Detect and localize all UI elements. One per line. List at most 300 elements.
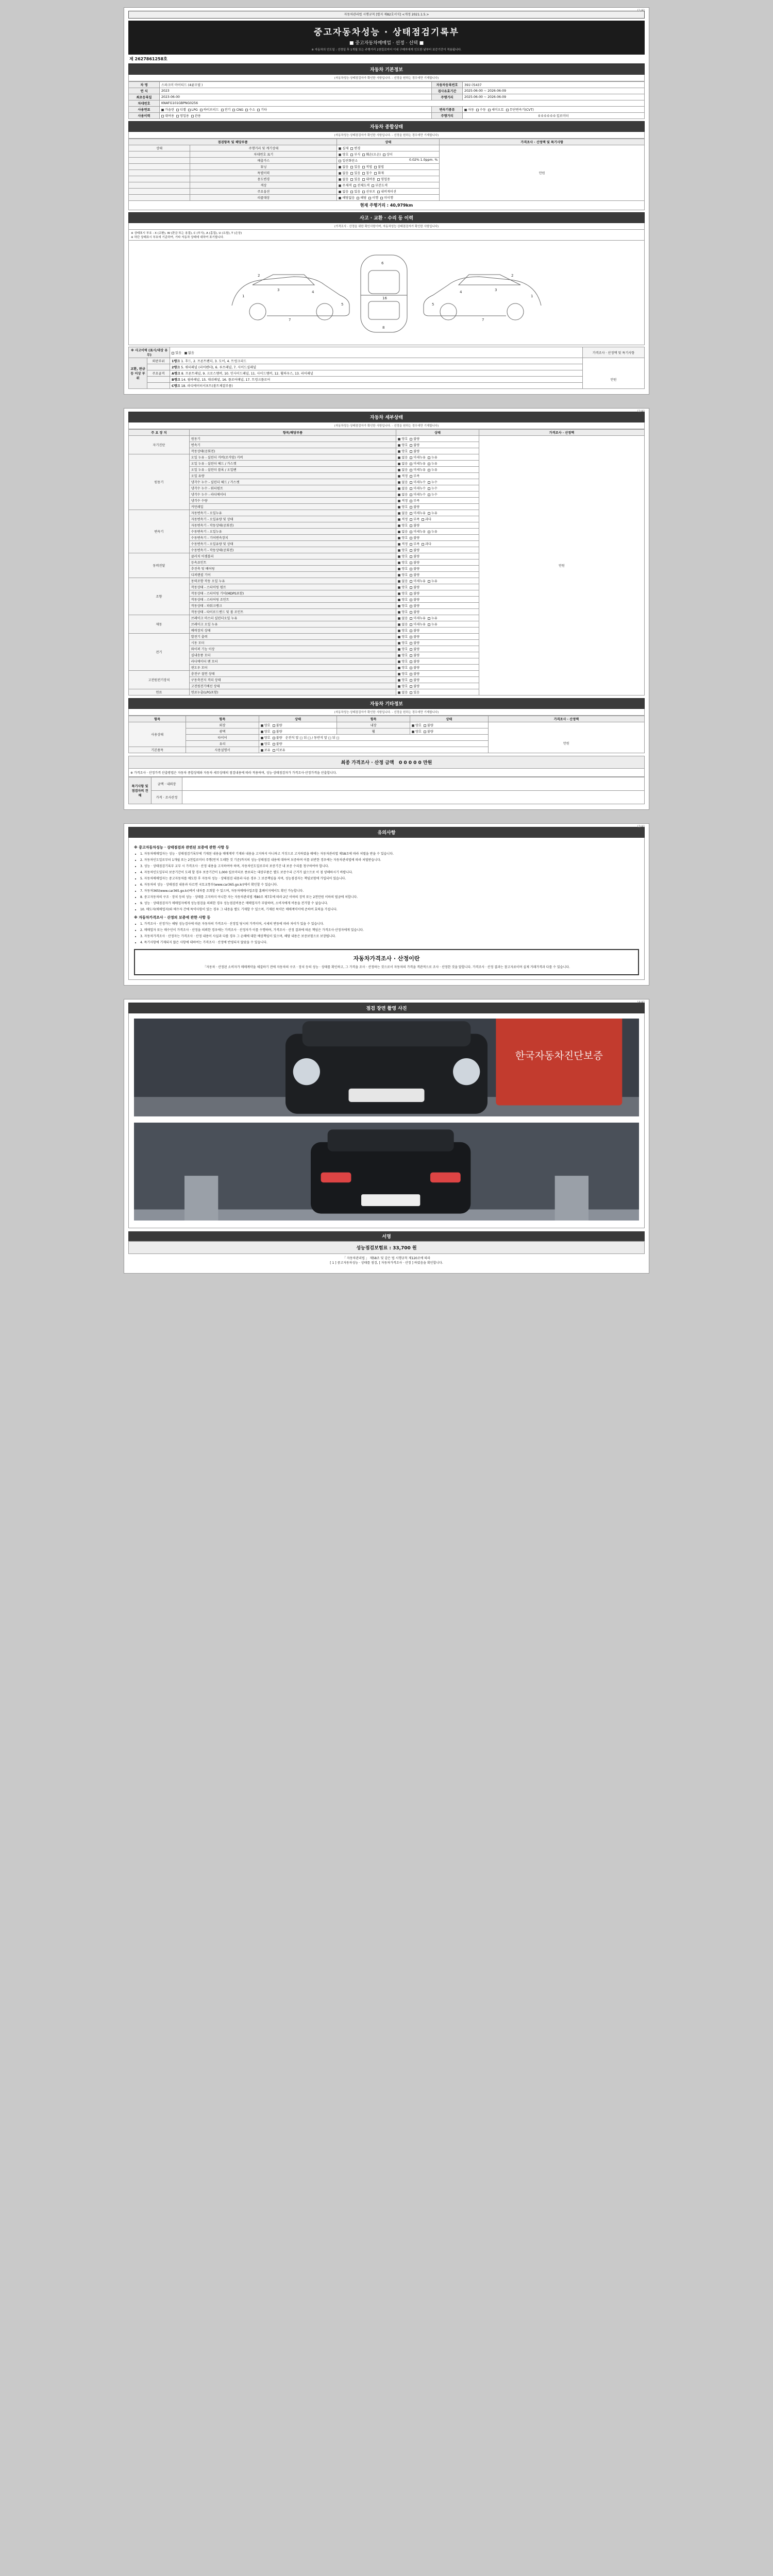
checkbox-불량[interactable] bbox=[410, 524, 412, 527]
checkbox-불량[interactable] bbox=[410, 679, 412, 682]
item-options[interactable] bbox=[396, 510, 479, 516]
item-options[interactable] bbox=[396, 516, 479, 522]
checkbox-있음[interactable] bbox=[410, 691, 412, 694]
checkbox-vin-different[interactable] bbox=[383, 154, 385, 156]
checkbox-미세누유[interactable] bbox=[410, 580, 412, 583]
item-options[interactable] bbox=[396, 535, 479, 541]
checkbox-tuning-legal[interactable] bbox=[362, 166, 365, 168]
checkbox-양호[interactable] bbox=[398, 648, 400, 651]
item-options[interactable] bbox=[396, 628, 479, 634]
checkbox-usechange-rental[interactable] bbox=[362, 178, 365, 181]
row-label: 차 명 bbox=[129, 82, 160, 88]
item-name: 사용설명서 bbox=[186, 747, 259, 753]
group-label bbox=[129, 164, 190, 170]
option-label: 불량 bbox=[427, 730, 433, 734]
item-options[interactable] bbox=[396, 461, 479, 467]
checkbox-양호[interactable] bbox=[398, 630, 400, 632]
checkbox-tire-bad[interactable] bbox=[273, 737, 275, 739]
option-label: 기타 bbox=[261, 108, 267, 112]
item-options[interactable] bbox=[396, 652, 479, 658]
checkbox-option-nav[interactable] bbox=[377, 191, 380, 193]
notice-heading-1: ※ 중고자동차성능 · 상태점검과 관련된 보증에 관한 사항 등 bbox=[134, 845, 229, 850]
checkbox-미세누수[interactable] bbox=[410, 494, 412, 496]
item-options[interactable] bbox=[396, 683, 479, 689]
item-options[interactable] bbox=[396, 597, 479, 603]
checkbox-미세누유[interactable] bbox=[410, 617, 412, 620]
checkbox-recall-notdone[interactable] bbox=[380, 197, 383, 199]
checkbox-누유[interactable] bbox=[428, 456, 430, 459]
checkbox-color-partial-paint[interactable] bbox=[372, 184, 374, 187]
part-rank-value bbox=[170, 364, 583, 370]
item-options[interactable] bbox=[396, 609, 479, 615]
checkbox-없음[interactable] bbox=[398, 691, 400, 694]
checkbox-누유[interactable] bbox=[428, 469, 430, 471]
checkbox-tire-good[interactable] bbox=[261, 737, 263, 739]
checkbox-trans-auto[interactable] bbox=[464, 109, 467, 111]
checkbox-적정[interactable] bbox=[398, 543, 400, 546]
checkbox-manual-none[interactable] bbox=[273, 749, 275, 752]
basic-info-table bbox=[128, 81, 645, 119]
current-mileage-display: 현재 주행거리 : 40,979km bbox=[128, 201, 645, 210]
checkbox-양호[interactable] bbox=[398, 599, 400, 601]
checkbox-tuning-yes[interactable] bbox=[350, 166, 353, 168]
checkbox-양호[interactable] bbox=[398, 562, 400, 564]
tire-options[interactable] bbox=[259, 735, 488, 741]
checkbox-exterior-good[interactable] bbox=[261, 724, 263, 727]
checkbox-없음[interactable] bbox=[398, 469, 400, 471]
checkbox-없음[interactable] bbox=[398, 487, 400, 490]
item-options[interactable] bbox=[396, 566, 479, 572]
option-label: 부족 bbox=[413, 499, 422, 503]
checkbox-양호[interactable] bbox=[398, 642, 400, 645]
option-label: 있음 bbox=[354, 178, 361, 181]
inspection-photo-front bbox=[134, 1019, 639, 1116]
photo-front-graphic bbox=[134, 1019, 639, 1116]
item-options[interactable] bbox=[396, 485, 479, 492]
checkbox-불량[interactable] bbox=[410, 450, 412, 453]
item-options[interactable] bbox=[396, 541, 479, 547]
checkbox-양호[interactable] bbox=[398, 568, 400, 570]
checkbox-없음[interactable] bbox=[398, 623, 400, 626]
checkbox-불량[interactable] bbox=[410, 537, 412, 539]
item-options[interactable] bbox=[396, 492, 479, 498]
checkbox-양호[interactable] bbox=[398, 524, 400, 527]
option-label: 누수 bbox=[431, 493, 440, 497]
checkbox-불량[interactable] bbox=[410, 685, 412, 688]
checkbox-vin-corrosion[interactable] bbox=[350, 154, 353, 156]
accident-parts-table bbox=[128, 347, 645, 389]
checkbox-fuel-hydrogen[interactable] bbox=[245, 109, 248, 111]
checkbox-누유[interactable] bbox=[428, 580, 430, 583]
row-value: 스파크미 마이티드 (4륜모델 ) bbox=[160, 82, 432, 88]
item-options[interactable] bbox=[396, 560, 479, 566]
item-options[interactable] bbox=[337, 182, 440, 189]
option-label: 양호 bbox=[401, 586, 410, 589]
checkbox-wheel-bad[interactable] bbox=[424, 731, 426, 733]
item-name: 실내송풍 모터 bbox=[189, 652, 396, 658]
checkbox-special-none[interactable] bbox=[339, 172, 341, 175]
device-group-label: 연료 bbox=[129, 689, 190, 696]
checkbox-양호[interactable] bbox=[398, 450, 400, 453]
option-label: 있음 bbox=[175, 351, 181, 355]
checkbox-불량[interactable] bbox=[410, 654, 412, 657]
checkbox-usage-gov[interactable] bbox=[191, 115, 194, 117]
item-name: 작동상태 - 파워크랭크 bbox=[189, 603, 396, 609]
checkbox-불량[interactable] bbox=[410, 562, 412, 564]
checkbox-불량[interactable] bbox=[410, 636, 412, 638]
checkbox-trans-cvt[interactable] bbox=[506, 109, 509, 111]
checkbox-없음[interactable] bbox=[398, 580, 400, 583]
checkbox-usage-rental[interactable] bbox=[161, 115, 164, 117]
checkbox-usechange-business[interactable] bbox=[377, 178, 380, 181]
item-options[interactable] bbox=[396, 547, 479, 553]
item-options[interactable] bbox=[259, 722, 337, 728]
checkbox-불량[interactable] bbox=[410, 506, 412, 509]
fuel-options[interactable] bbox=[160, 107, 432, 113]
checkbox-usechange-none[interactable] bbox=[339, 178, 341, 181]
option-label: 불량 bbox=[413, 654, 422, 657]
row-value: 2025-06-00 ~ 2026-06-09 bbox=[463, 94, 645, 100]
table-row bbox=[129, 370, 645, 377]
checkbox-누수[interactable] bbox=[428, 494, 430, 496]
checkbox-양호[interactable] bbox=[398, 574, 400, 577]
checkbox-불량[interactable] bbox=[410, 555, 412, 558]
checkbox-vin-damaged[interactable] bbox=[362, 154, 365, 156]
checkbox-polish-bad[interactable] bbox=[273, 731, 275, 733]
checkbox-부족[interactable] bbox=[410, 543, 412, 546]
checkbox-manual-has[interactable] bbox=[261, 749, 263, 752]
checkbox-exterior-bad[interactable] bbox=[273, 724, 275, 727]
checkbox-양호[interactable] bbox=[398, 654, 400, 657]
svg-text:1: 1 bbox=[242, 294, 245, 298]
checkbox-불량[interactable] bbox=[410, 667, 412, 669]
item-name: 수동변속기 - 오일누유 bbox=[189, 529, 396, 535]
checkbox-accident-none[interactable] bbox=[184, 352, 187, 354]
checkbox-trans-manual[interactable] bbox=[476, 109, 479, 111]
item-options[interactable] bbox=[396, 689, 479, 696]
item-name: 수동변속기 - 기어변속장치 bbox=[189, 535, 396, 541]
checkbox-option-none[interactable] bbox=[339, 191, 341, 193]
checkbox-accident-yes[interactable] bbox=[172, 352, 174, 354]
checkbox-special-flood[interactable] bbox=[362, 172, 365, 175]
checkbox-누수[interactable] bbox=[428, 481, 430, 484]
part-group bbox=[147, 364, 170, 370]
checkbox-없음[interactable] bbox=[398, 463, 400, 465]
notice-list-1 bbox=[140, 852, 639, 912]
checkbox-없음[interactable] bbox=[398, 481, 400, 484]
item-options[interactable] bbox=[396, 671, 479, 677]
car-diagram-svg bbox=[222, 244, 551, 342]
checkbox-양호[interactable] bbox=[398, 592, 400, 595]
checkbox-mileage-changed[interactable] bbox=[350, 147, 353, 150]
item-options[interactable] bbox=[337, 145, 440, 151]
checkbox-미세누유[interactable] bbox=[410, 463, 412, 465]
usage-options[interactable] bbox=[160, 113, 432, 119]
checkbox-불량[interactable] bbox=[410, 444, 412, 447]
checkbox-없음[interactable] bbox=[398, 456, 400, 459]
checkbox-불량[interactable] bbox=[410, 660, 412, 663]
checkbox-과다[interactable] bbox=[422, 518, 424, 521]
checkbox-recall-yes[interactable] bbox=[357, 197, 359, 199]
option-label: 미세누유 bbox=[413, 530, 428, 534]
option-label: 불량 bbox=[413, 679, 422, 682]
checkbox-polish-good[interactable] bbox=[261, 731, 263, 733]
checkbox-불량[interactable] bbox=[410, 599, 412, 601]
item-options[interactable] bbox=[396, 621, 479, 628]
option-label: 양호 bbox=[401, 672, 410, 676]
item-options[interactable] bbox=[396, 504, 479, 510]
checkbox-양호[interactable] bbox=[398, 555, 400, 558]
overall-state-table bbox=[128, 139, 645, 201]
checkbox-trans-semi[interactable] bbox=[488, 109, 491, 111]
document-number: 제 2627861258호 bbox=[128, 55, 645, 64]
device-group-label: 원동기 bbox=[129, 454, 190, 510]
item-options[interactable] bbox=[396, 578, 479, 584]
document-subtitle: ■ 중고자동차매매업 · 선정 · 선택 ■ bbox=[349, 41, 424, 46]
checkbox-불량[interactable] bbox=[410, 648, 412, 651]
checkbox-누유[interactable] bbox=[428, 623, 430, 626]
notice-item: • 4. 특기사항에 기재되지 않은 사항에 대하여는 가격조사 · 산정에 반영되지 않았을 수 있습니다. bbox=[140, 940, 639, 945]
checkbox-미세누수[interactable] bbox=[410, 487, 412, 490]
notice-heading-2: ※ 자동차가격조사 · 산정의 보증에 관한 사항 등 bbox=[134, 916, 211, 920]
transmission-options[interactable] bbox=[463, 107, 645, 113]
checkbox-불량[interactable] bbox=[410, 592, 412, 595]
item-options[interactable] bbox=[396, 448, 479, 454]
item-options[interactable] bbox=[396, 646, 479, 652]
item-options[interactable] bbox=[396, 467, 479, 473]
item-name: 오일 누유 - 실린더 커버(로커암) 커버 bbox=[189, 454, 396, 461]
svg-text:2: 2 bbox=[511, 274, 514, 278]
checkbox-glass-good[interactable] bbox=[261, 743, 263, 745]
item-options-2[interactable] bbox=[410, 728, 488, 735]
option-label: 불법 bbox=[378, 165, 384, 169]
item-options[interactable] bbox=[396, 479, 479, 485]
checkbox-recall-done[interactable] bbox=[368, 197, 371, 199]
emission-values: 0.02% 1.0ppm. % bbox=[409, 158, 438, 162]
svg-text:16: 16 bbox=[382, 296, 387, 300]
group-label: 상태 bbox=[129, 145, 190, 151]
option-label: 무채색 bbox=[342, 184, 352, 188]
checkbox-미세누유[interactable] bbox=[410, 512, 412, 515]
item-options[interactable] bbox=[337, 151, 440, 158]
checkbox-fuel-hybrid[interactable] bbox=[200, 109, 203, 111]
device-group-label: 자기진단 bbox=[129, 436, 190, 454]
checkbox-미세누유[interactable] bbox=[410, 623, 412, 626]
item-options[interactable] bbox=[396, 498, 479, 504]
device-group-label: 전기 bbox=[129, 634, 190, 671]
checkbox-미세누수[interactable] bbox=[410, 481, 412, 484]
checkbox-불량[interactable] bbox=[410, 586, 412, 589]
row-label: 최초등록일 bbox=[129, 94, 160, 100]
checkbox-부족[interactable] bbox=[410, 475, 412, 478]
item-options[interactable] bbox=[259, 728, 337, 735]
item-options[interactable] bbox=[396, 553, 479, 560]
checkbox-양호[interactable] bbox=[398, 549, 400, 552]
checkbox-tuning-illegal[interactable] bbox=[374, 166, 377, 168]
checkbox-양호[interactable] bbox=[398, 605, 400, 607]
accident-check-options[interactable] bbox=[170, 347, 583, 358]
item-options[interactable] bbox=[396, 615, 479, 621]
rank-items: 5. 쿼터패널 (리어펜더), 6. 루프패널, 7. 사이드실패널 bbox=[181, 366, 257, 369]
etc-table bbox=[128, 716, 645, 753]
device-group-label: 변속기 bbox=[129, 510, 190, 553]
basic-items-options[interactable] bbox=[259, 747, 488, 753]
checkbox-불량[interactable] bbox=[410, 642, 412, 645]
checkbox-양호[interactable] bbox=[398, 636, 400, 638]
item-options[interactable] bbox=[396, 665, 479, 671]
table-row bbox=[129, 722, 645, 728]
checkbox-불량[interactable] bbox=[410, 438, 412, 440]
checkbox-양호[interactable] bbox=[398, 660, 400, 663]
remarks-sub-label: 금액 · 내외장 bbox=[152, 777, 182, 791]
checkbox-special-fire[interactable] bbox=[374, 172, 377, 175]
checkbox-불량[interactable] bbox=[410, 549, 412, 552]
item-options[interactable] bbox=[396, 677, 479, 683]
final-price-note: ※ 가격조사 · 산정가격 산출방법은 자동차 종합상태와 자동차 세부상태의 점검내용에 따라 적용하며, 성능·상태점검자가 가격조사·산정가격을 산출합니다. bbox=[128, 769, 645, 777]
mileage-value: 0 0 0 0 0 0 킬로미터 bbox=[463, 113, 645, 119]
checkbox-적정[interactable] bbox=[398, 475, 400, 478]
checkbox-불량[interactable] bbox=[410, 673, 412, 675]
checkbox-없음[interactable] bbox=[398, 531, 400, 533]
col-head-mid: 상태 bbox=[337, 139, 440, 145]
checkbox-미세누유[interactable] bbox=[410, 456, 412, 459]
checkbox-불량[interactable] bbox=[410, 605, 412, 607]
checkbox-interior-good[interactable] bbox=[412, 724, 414, 727]
item-options[interactable] bbox=[396, 640, 479, 646]
checkbox-양호[interactable] bbox=[398, 667, 400, 669]
checkbox-vin-good[interactable] bbox=[339, 154, 341, 156]
part-rank-value bbox=[170, 383, 583, 389]
checkbox-없음[interactable] bbox=[398, 512, 400, 515]
option-label: 양호 bbox=[401, 561, 410, 565]
item-options[interactable] bbox=[337, 164, 440, 170]
item-options[interactable] bbox=[396, 473, 479, 479]
checkbox-fuel-cng[interactable] bbox=[232, 109, 235, 111]
checkbox-부족[interactable] bbox=[410, 518, 412, 521]
checkbox-불량[interactable] bbox=[410, 630, 412, 632]
option-label: 불량 bbox=[413, 573, 422, 577]
checkbox-적정[interactable] bbox=[398, 500, 400, 502]
item-options[interactable] bbox=[396, 603, 479, 609]
footer-line-2: [ 1 ] 중고자동차성능 · 상태를 점검, [ 자동차가격조사 · 산정 ] 하였음을 확인합니다. bbox=[330, 1261, 443, 1265]
row-label: 차대번호 bbox=[129, 100, 160, 107]
checkbox-양호[interactable] bbox=[398, 506, 400, 509]
option-label: 양호 bbox=[401, 685, 410, 688]
checkbox-usage-business[interactable] bbox=[176, 115, 179, 117]
checkbox-미세누유[interactable] bbox=[410, 469, 412, 471]
checkbox-fuel-gasoline[interactable] bbox=[161, 109, 164, 111]
checkbox-usechange-yes[interactable] bbox=[350, 178, 353, 181]
checkbox-없음[interactable] bbox=[398, 494, 400, 496]
checkbox-누수[interactable] bbox=[428, 487, 430, 490]
glass-options[interactable] bbox=[259, 741, 488, 747]
option-label: 양호 bbox=[401, 679, 410, 682]
checkbox-양호[interactable] bbox=[398, 444, 400, 447]
item-options[interactable] bbox=[337, 170, 440, 176]
device-group-label: 고전원전기장치 bbox=[129, 671, 190, 689]
checkbox-누유[interactable] bbox=[428, 463, 430, 465]
checkbox-양호[interactable] bbox=[398, 537, 400, 539]
item-options[interactable] bbox=[396, 454, 479, 461]
item-options[interactable] bbox=[396, 584, 479, 590]
checkbox-양호[interactable] bbox=[398, 611, 400, 614]
checkbox-양호[interactable] bbox=[398, 586, 400, 589]
checkbox-누유[interactable] bbox=[428, 512, 430, 515]
checkbox-양호[interactable] bbox=[398, 679, 400, 682]
checkbox-mileage-actual[interactable] bbox=[339, 147, 341, 150]
item-options-2[interactable] bbox=[410, 722, 488, 728]
item-options[interactable] bbox=[396, 572, 479, 578]
table-row bbox=[129, 791, 645, 804]
checkbox-적정[interactable] bbox=[398, 518, 400, 521]
item-options[interactable] bbox=[337, 195, 440, 201]
checkbox-불량[interactable] bbox=[410, 611, 412, 614]
item-options[interactable] bbox=[396, 529, 479, 535]
item-options[interactable] bbox=[396, 634, 479, 640]
checkbox-양호[interactable] bbox=[398, 685, 400, 688]
checkbox-color-full-paint[interactable] bbox=[354, 184, 356, 187]
item-options[interactable] bbox=[396, 436, 479, 442]
notice-item: • 1. 자동차매매업자는 성능 · 상태점검기록부에 기재된 내용을 매매계약 기재와 내용을 고지하지 아니하고 거짓으로 고지하였을 때에는 자동차관리법 제58조에 따라 처벌을 받을 수 있습니다. bbox=[140, 852, 639, 856]
item-name: 오일 누유 - 실린더 헤드 / 가스켓 bbox=[189, 461, 396, 467]
checkbox-없음[interactable] bbox=[398, 617, 400, 620]
option-label: 양호 bbox=[401, 505, 410, 509]
checkbox-option-sunroof[interactable] bbox=[362, 191, 365, 193]
checkbox-양호[interactable] bbox=[398, 673, 400, 675]
item-name: 주요옵션 bbox=[190, 189, 337, 195]
checkbox-부족[interactable] bbox=[410, 500, 412, 502]
option-label: 불량 bbox=[413, 611, 422, 614]
final-price-head bbox=[128, 756, 645, 769]
rank-name: 2랭크 bbox=[172, 366, 180, 369]
option-label: 양호 bbox=[264, 736, 271, 740]
checkbox-emission-co[interactable] bbox=[339, 160, 341, 162]
checkbox-recall-na[interactable] bbox=[339, 197, 341, 199]
part-group bbox=[147, 377, 170, 383]
checkbox-special-yes[interactable] bbox=[350, 172, 353, 175]
option-label: CNG bbox=[236, 108, 244, 112]
item-options[interactable] bbox=[396, 442, 479, 448]
checkbox-color-plain[interactable] bbox=[339, 184, 341, 187]
checkbox-interior-bad[interactable] bbox=[424, 724, 426, 727]
item-options[interactable] bbox=[337, 176, 440, 182]
checkbox-tuning-none[interactable] bbox=[339, 166, 341, 168]
section-etc-sub: (자동차성능·상태점검자가 확인한 사항입니다. - 선정을 원하는 경우에만 기재합니다) bbox=[128, 709, 645, 716]
checkbox-불량[interactable] bbox=[410, 574, 412, 577]
checkbox-glass-bad[interactable] bbox=[273, 743, 275, 745]
checkbox-불량[interactable] bbox=[410, 568, 412, 570]
checkbox-option-yes[interactable] bbox=[350, 191, 353, 193]
part-rank-value bbox=[170, 370, 583, 377]
item-options[interactable] bbox=[396, 658, 479, 665]
item-options[interactable] bbox=[337, 158, 440, 164]
svg-text:3: 3 bbox=[495, 288, 497, 292]
item-options[interactable] bbox=[396, 590, 479, 597]
checkbox-과다[interactable] bbox=[422, 543, 424, 546]
item-options[interactable] bbox=[396, 522, 479, 529]
checkbox-fuel-diesel[interactable] bbox=[176, 109, 179, 111]
checkbox-fuel-lpg[interactable] bbox=[188, 109, 191, 111]
notice-title: 유의사항 bbox=[128, 827, 645, 838]
checkbox-미세누유[interactable] bbox=[410, 531, 412, 533]
checkbox-fuel-electric[interactable] bbox=[221, 109, 224, 111]
checkbox-누유[interactable] bbox=[428, 617, 430, 620]
item-options[interactable] bbox=[337, 189, 440, 195]
checkbox-양호[interactable] bbox=[398, 438, 400, 440]
checkbox-wheel-good[interactable] bbox=[412, 731, 414, 733]
checkbox-누유[interactable] bbox=[428, 531, 430, 533]
checkbox-fuel-etc[interactable] bbox=[257, 109, 260, 111]
